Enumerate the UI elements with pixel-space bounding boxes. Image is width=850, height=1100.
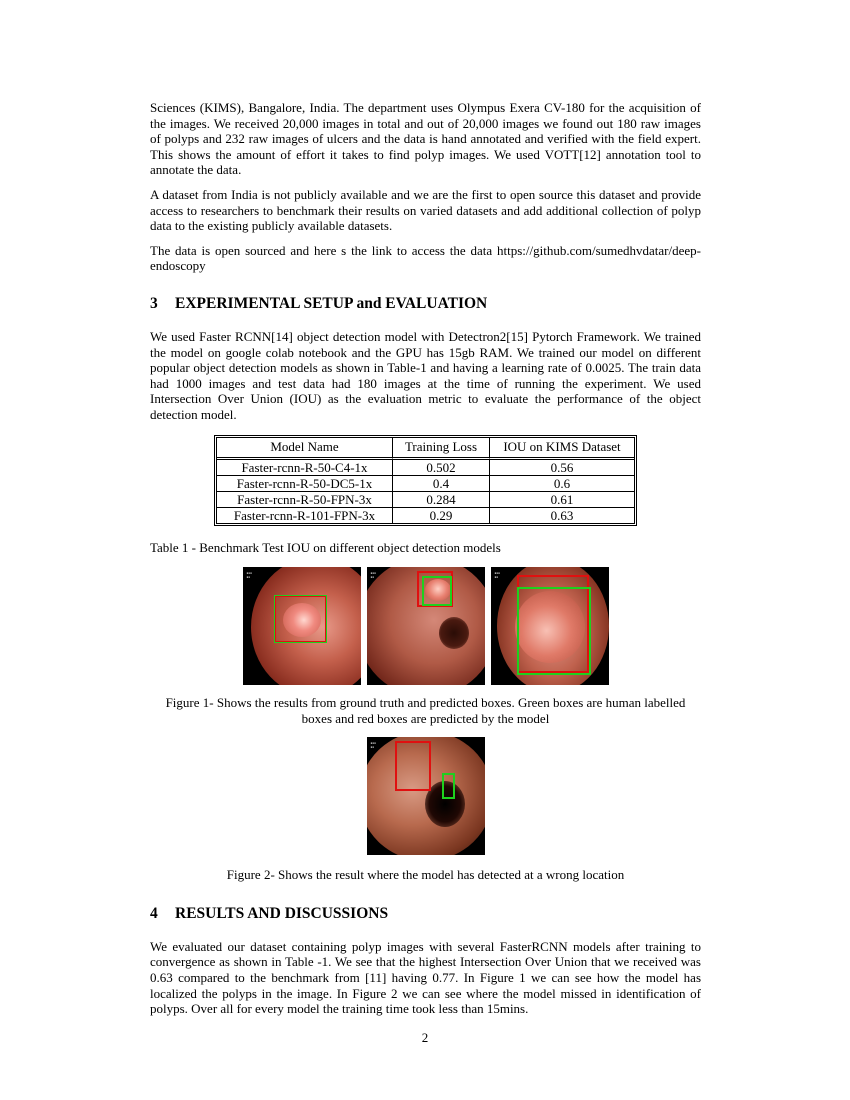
- table-cell: 0.56: [489, 460, 634, 476]
- intro-paragraph-3: The data is open sourced and here s the link to access the data https://github.com/sumedhvdatar/deep-endoscopy: [150, 242, 701, 274]
- section-4-paragraph: We evaluated our dataset containing polyp images with several FasterRCNN models after training to convergence as shown in Table -1. We see that the highest Intersection Over Union that we received was 0.63 compared to the benchmark from [11] having 0.77. In Figure 1 we can see how the model has localized the polyps in the image. In Figure 2 we can see where the model missed in identification of polyps. Over all for every model the training time took less than 15mins.: [150, 938, 701, 1017]
- endoscopy-image-4: [367, 737, 485, 855]
- table-cell: 0.63: [489, 508, 634, 523]
- ground-truth-box: [517, 587, 591, 675]
- table-cell: Faster-rcnn-R-50-DC5-1x: [217, 476, 392, 492]
- table-1-caption: Table 1 - Benchmark Test IOU on different object detection models: [150, 539, 501, 555]
- table-cell: 0.502: [392, 460, 489, 476]
- figure-1-caption-line-1: Figure 1- Shows the results from ground truth and predicted boxes. Green boxes are human labelled: [165, 695, 686, 711]
- figure-1-caption: [150, 695, 701, 726]
- endoscopy-image-2: [367, 567, 485, 685]
- table-cell: 0.61: [489, 492, 634, 508]
- table-cell: 0.29: [392, 508, 489, 523]
- endoscopy-image-3: [491, 567, 609, 685]
- table-cell: 0.6: [489, 476, 634, 492]
- figure-2-caption: Figure 2- Shows the result where the model has detected at a wrong location: [226, 867, 625, 883]
- table-row: [217, 460, 634, 476]
- intro-paragraph-1: Sciences (KIMS), Bangalore, India. The department uses Olympus Exera CV-180 for the acquisition of the images. We received 20,000 images in total and out of 20,000 images we found out 180 raw images of polyps and 232 raw images of ulcers and the data is hand annotated and verified with the field expert. This shows the amount of effort it takes to find polyp images. We used VOTT[12] annotation tool to annotate the data.: [150, 100, 701, 178]
- section-3-paragraph: We used Faster RCNN[14] object detection model with Detectron2[15] Pytorch Framework. We trained the model on google colab notebook and the GPU has 15gb RAM. We trained our model on different popular object detection models as shown in Table-1 and having a learning rate of 0.0025. The train data had 1000 images and test data had 180 images at the time of running the experiment. We used Intersection Over Union (IOU) as the evaluation metric to evaluate the performance of the object detection model.: [150, 328, 701, 422]
- table-cell: 0.4: [392, 476, 489, 492]
- table-row: [217, 508, 634, 523]
- table-header-row: [217, 438, 634, 460]
- ground-truth-box: [442, 773, 455, 799]
- intro-paragraph-2: A dataset from India is not publicly available and we are the first to open source this dataset and provide access to researchers to benchmark their results on varied datasets and add additional collection of polyp data to the existing publicly available datasets.: [150, 186, 701, 234]
- overlay-text: ▪▪▪ ▪▪: [370, 571, 376, 580]
- table-row: [217, 476, 634, 492]
- table-cell: 0.284: [392, 492, 489, 508]
- page-content: [150, 100, 701, 1017]
- section-4-heading: [150, 904, 701, 924]
- lumen: [439, 617, 469, 649]
- section-3-number: 3: [150, 294, 158, 312]
- section-4-title: RESULTS AND DISCUSSIONS: [175, 904, 389, 922]
- table-row: [217, 492, 634, 508]
- predicted-box: [395, 741, 431, 791]
- table-cell: Faster-rcnn-R-101-FPN-3x: [233, 507, 376, 523]
- overlay-text: ▪▪▪ ▪▪: [494, 571, 500, 580]
- figure-2-images: [150, 737, 701, 855]
- table-header-cell: Model Name: [217, 438, 392, 460]
- figure-1-images: [150, 567, 701, 685]
- page-number: 2: [421, 1030, 429, 1045]
- ground-truth-box: [422, 576, 452, 606]
- table-cell: Faster-rcnn-R-50-C4-1x: [217, 460, 392, 476]
- benchmark-table: [214, 435, 637, 526]
- section-3-title: EXPERIMENTAL SETUP and EVALUATION: [175, 294, 488, 312]
- figure-1-caption-line-2: boxes and red boxes are predicted by the model: [301, 710, 550, 726]
- predicted-box: [275, 596, 326, 642]
- table-header-cell: Training Loss: [392, 438, 489, 460]
- overlay-text: ▪▪▪ ▪▪: [370, 741, 376, 750]
- table-header-cell: IOU on KIMS Dataset: [489, 438, 634, 460]
- endoscopy-image-1: [243, 567, 361, 685]
- section-4-number: 4: [150, 904, 158, 922]
- table-cell: Faster-rcnn-R-50-FPN-3x: [217, 492, 392, 508]
- overlay-text: ▪▪▪ ▪▪: [246, 571, 252, 580]
- section-3-heading: [150, 294, 701, 314]
